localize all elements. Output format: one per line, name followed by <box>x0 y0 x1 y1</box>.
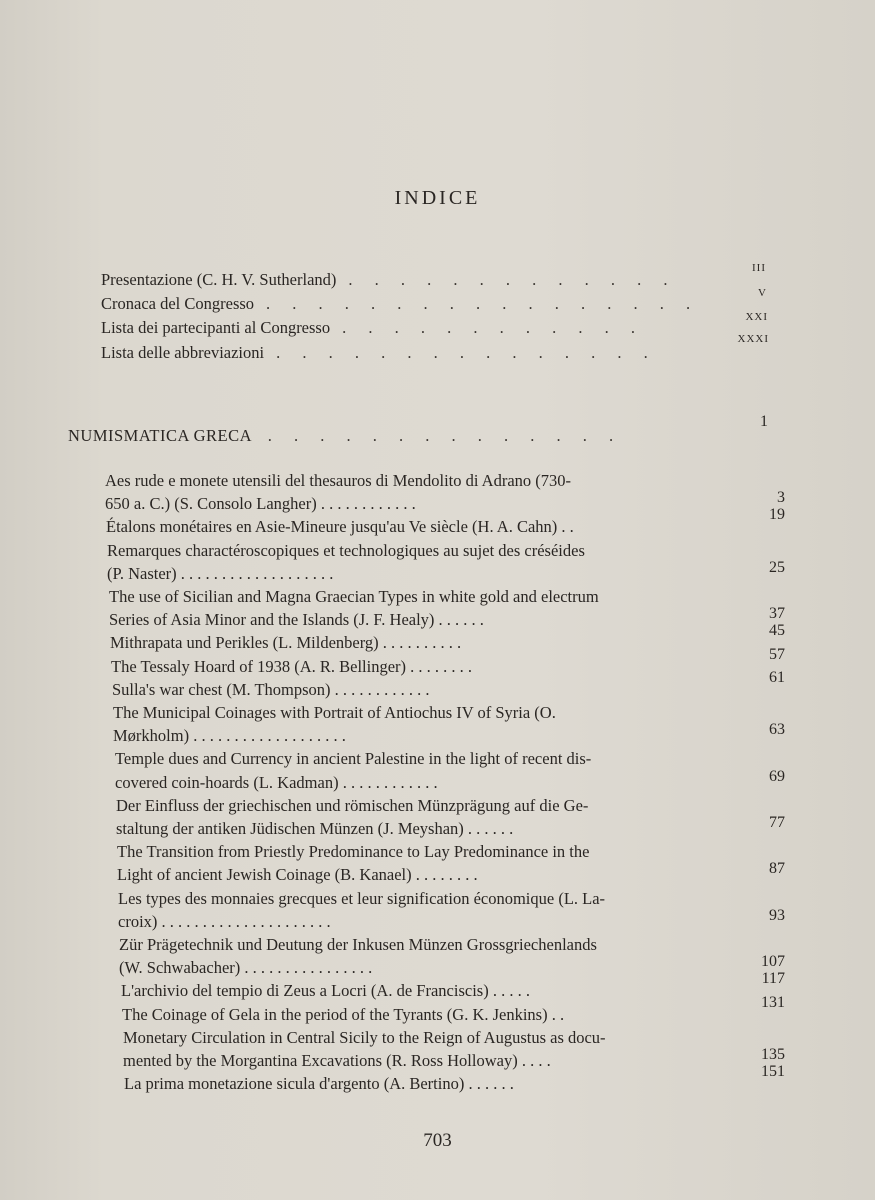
entry-line: The Transition from Priestly Predominance to Lay Predominance in the <box>117 842 590 862</box>
entry-page-number: 57 <box>769 645 785 663</box>
entry-page-number: 25 <box>769 558 785 576</box>
entry-line: The use of Sicilian and Magna Graecian Types in white gold and electrum <box>109 587 599 606</box>
page-number-footer: 703 <box>423 1130 452 1151</box>
entry-line: (P. Naster) . . . . . . . . . . . . . . . . . . . <box>107 563 334 583</box>
entry-line: The Tessaly Hoard of 1938 (A. R. Bellinger) . . . . . . . . <box>111 656 473 676</box>
section-leader-dots: . . . . . . . . . . . . . . <box>267 426 623 445</box>
toc-entry <box>123 1027 743 1073</box>
entry-line: staltung der antiken Jüdischen Münzen (J. Meyshan) . . . . . . <box>116 818 514 838</box>
front-matter-page: III <box>752 262 766 274</box>
front-matter-item <box>101 318 644 338</box>
front-matter-page: XXI <box>745 311 768 323</box>
section-page-number: 1 <box>760 413 768 430</box>
entry-line: covered coin-hoards (L. Kadman) . . . . . . . . . . . . <box>115 772 438 792</box>
entry-page-number: 87 <box>769 860 785 878</box>
entry-line: Der Einfluss der griechischen und römischen Münzprägung auf die Ge- <box>116 795 589 815</box>
toc-entry <box>122 1004 742 1027</box>
toc-entry <box>106 516 726 539</box>
front-matter-label: Cronaca del Congresso <box>101 294 255 313</box>
leader-dots: . . . . . . . . . . . . . . . <box>276 343 657 362</box>
toc-entry <box>117 841 737 887</box>
leader-dots: . . . . . . . . . . . . . . . . . <box>266 294 700 313</box>
front-matter-item <box>101 294 699 314</box>
entry-page-number: 151 <box>761 1063 785 1081</box>
entry-page-number: 37 <box>769 605 785 623</box>
entry-line: croix) . . . . . . . . . . . . . . . . . . . . . <box>118 911 331 931</box>
entry-line: The Coinage of Gela in the period of the Tyrants (G. K. Jenkins) . . <box>122 1004 565 1024</box>
entry-page-number: 69 <box>769 767 785 785</box>
entry-page-number: 107 <box>761 953 785 971</box>
entry-line: Aes rude e monete utensili del thesauros di Mendolito di Adrano (730- <box>105 471 572 490</box>
toc-entry <box>109 586 729 632</box>
entry-line: Series of Asia Minor and the Islands (J. F. Healy) . . . . . . <box>109 610 484 630</box>
toc-entry <box>124 1073 744 1096</box>
entry-line: Remarques charactéroscopiques et technologiques au sujet des créséides <box>107 540 585 560</box>
entry-line: 650 a. C.) (S. Consolo Langher) . . . . . . . . . . . . <box>105 494 416 514</box>
front-matter-label: Lista dei partecipanti al Congresso <box>101 318 331 337</box>
toc-entry <box>121 980 741 1003</box>
entry-page-number: 45 <box>769 622 785 640</box>
entry-page-number: 131 <box>761 993 785 1011</box>
front-matter-item <box>101 343 657 363</box>
entry-line: Mithrapata und Perikles (L. Mildenberg) . . . . . . . . . . <box>110 633 462 653</box>
toc-entry <box>110 632 730 655</box>
entry-line: Sulla's war chest (M. Thompson) . . . . . . . . . . . . <box>112 679 430 699</box>
entry-line: Light of ancient Jewish Coinage (B. Kanael) . . . . . . . . <box>117 865 478 885</box>
entry-line: La prima monetazione sicula d'argento (A. Bertino) . . . . . . <box>124 1074 514 1094</box>
entry-page-number: 77 <box>769 814 785 831</box>
toc-entry <box>119 934 739 980</box>
front-matter-page: XXXI <box>737 333 769 345</box>
toc-entry <box>115 748 735 794</box>
toc-entry <box>112 679 732 702</box>
toc-entry <box>107 540 727 586</box>
page-title: INDICE <box>394 187 481 209</box>
entry-page-number: 3 <box>777 489 785 507</box>
entry-line: (W. Schwabacher) . . . . . . . . . . . . . . . . <box>119 958 373 978</box>
entry-line: Étalons monétaires en Asie-Mineure jusqu'au Ve siècle (H. A. Cahn) . . <box>106 517 574 537</box>
entry-line: Temple dues and Currency in ancient Palestine in the light of recent dis- <box>115 749 592 769</box>
front-matter-item <box>101 270 677 290</box>
entry-line: mented by the Morgantina Excavations (R. Ross Holloway) . . . . <box>123 1050 551 1070</box>
toc-entry <box>113 702 733 748</box>
entry-page-number: 61 <box>769 668 785 686</box>
entry-line: Mørkholm) . . . . . . . . . . . . . . . . . . . <box>113 726 346 746</box>
front-matter-page: V <box>758 287 767 299</box>
entry-line: Zür Prägetechnik und Deutung der Inkusen Münzen Grossgriechenlands <box>119 935 597 954</box>
entry-page-number: 63 <box>769 721 785 739</box>
entry-page-number: 19 <box>769 506 785 524</box>
entry-line: Monetary Circulation in Central Sicily to the Reign of Augustus as docu- <box>123 1027 606 1047</box>
entry-page-number: 117 <box>761 970 785 988</box>
section-heading <box>68 426 622 446</box>
leader-dots: . . . . . . . . . . . . <box>342 318 644 337</box>
toc-entry <box>118 888 738 934</box>
toc-entry <box>105 470 725 516</box>
entry-page-number: 135 <box>761 1046 785 1063</box>
entry-line: L'archivio del tempio di Zeus a Locri (A. de Franciscis) . . . . . <box>121 981 530 1001</box>
leader-dots: . . . . . . . . . . . . . <box>348 270 677 289</box>
front-matter-label: Lista delle abbreviazioni <box>101 343 265 362</box>
entry-line: The Municipal Coinages with Portrait of Antiochus IV of Syria (O. <box>113 703 556 722</box>
front-matter-label: Presentazione (C. H. V. Sutherland) <box>101 270 337 289</box>
toc-entry <box>116 795 736 841</box>
entry-line: Les types des monnaies grecques et leur signification économique (L. La- <box>118 888 606 908</box>
section-title: NUMISMATICA GRECA <box>68 426 252 445</box>
entry-page-number: 93 <box>769 906 785 924</box>
toc-entry <box>111 656 731 679</box>
